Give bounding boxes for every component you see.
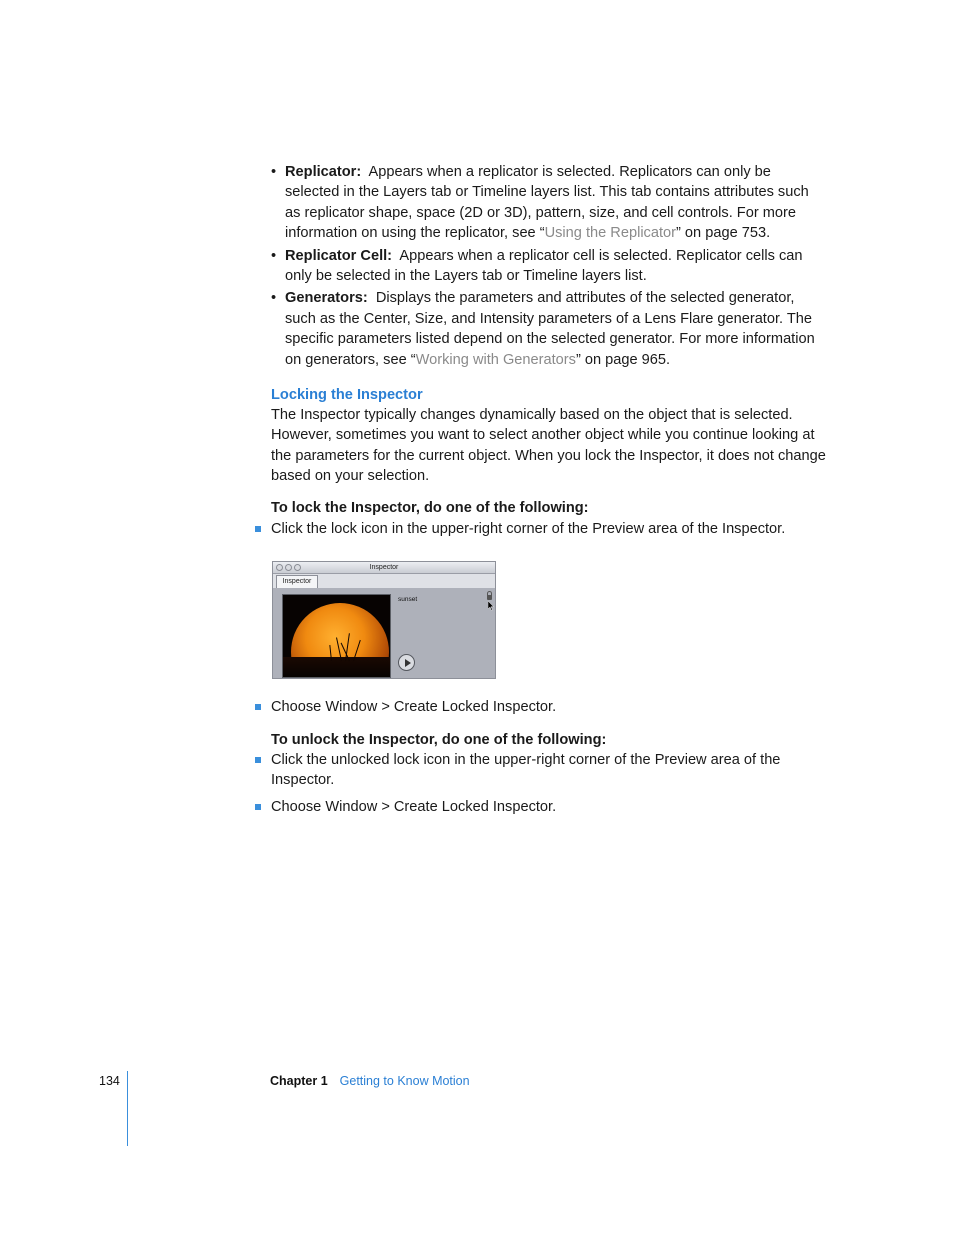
xref-link-using-the-replicator[interactable]: Using the Replicator (544, 225, 677, 242)
bullet-replicator-cell (271, 246, 827, 287)
unlock-procedure-title: To unlock the Inspector, do one of the following: (271, 732, 607, 748)
bullet-dot: • (271, 164, 277, 180)
play-button-icon (398, 654, 415, 671)
page-number: 134 (99, 1074, 120, 1088)
zoom-icon (294, 564, 301, 571)
bullet-text-after: ” on page 965. (575, 351, 671, 368)
step-text: Click the lock icon in the upper-right corner of the Preview area of the Inspector. (271, 521, 786, 537)
bullet-dot: • (271, 290, 277, 307)
step-text: Click the unlocked lock icon in the upper-right corner of the Preview area of the Inspector. (271, 752, 781, 789)
inspector-tabbar (273, 574, 495, 589)
tab-inspector: Inspector (276, 575, 318, 588)
section-intro: The Inspector typically changes dynamically based on the object that is selected. However, sometimes you want to select another object while you continue looking at the parameters for the current object. When you lock the Inspector, it does not change based on your selection. (271, 407, 826, 485)
step-text: Choose Window > Create Locked Inspector. (271, 799, 557, 815)
unlock-step-2 (271, 797, 827, 817)
footer-chapter (270, 1071, 470, 1091)
bullet-text-after: ” on page 753. (676, 225, 771, 242)
xref-link-working-with-generators[interactable]: Working with Generators (415, 351, 576, 368)
window-title: Inspector (369, 564, 399, 571)
bullet-generators (271, 288, 827, 370)
footer-divider (127, 1071, 128, 1146)
sunset-thumbnail-image (282, 594, 391, 678)
close-icon (276, 564, 283, 571)
chapter-label: Chapter 1 (270, 1074, 328, 1088)
chapter-title: Getting to Know Motion (339, 1074, 470, 1088)
square-bullet-icon (255, 757, 261, 763)
unlock-step-1 (271, 750, 827, 791)
preview-area (273, 588, 495, 678)
bullet-text: Appears when a replicator cell is selected. Replicator cells can only be selected in the Layers tab or Timeline layers list. (285, 247, 803, 285)
square-bullet-icon (255, 804, 261, 810)
section-heading: Locking the Inspector (271, 387, 423, 403)
lock-step-2 (271, 697, 827, 717)
bullet-term: Replicator Cell: (285, 247, 393, 264)
bullet-term: Replicator: (285, 164, 362, 180)
bullet-term: Generators: (285, 290, 368, 307)
bullet-text: Displays the parameters and attributes of the selected generator, such as the Center, Size, and Intensity parameters of a Lens Flare generator. The specific parameters listed depend on the selected generator. For more information on generators, see “ (285, 290, 815, 368)
ground-shape (283, 657, 390, 678)
definition-list (271, 162, 827, 372)
lock-icon (487, 595, 492, 600)
lock-step-1 (271, 519, 827, 539)
square-bullet-icon (255, 704, 261, 710)
lock-procedure-title: To lock the Inspector, do one of the following: (271, 500, 589, 516)
step-text: Choose Window > Create Locked Inspector. (271, 699, 557, 715)
bullet-text: Appears when a replicator is selected. Replicators can only be selected in the Layers tab or Timeline layers list. This tab contains attributes such as replicator shape, space (2D or 3D), pattern, size, and cell controls. For more information on using the replicator, see “ (285, 164, 809, 242)
bullet-dot: • (271, 247, 277, 264)
bullet-replicator (271, 162, 827, 244)
clip-name: sunset (398, 596, 418, 603)
minimize-icon (285, 564, 292, 571)
square-bullet-icon (255, 526, 261, 532)
inspector-titlebar (273, 562, 495, 574)
inspector-screenshot (272, 561, 496, 679)
